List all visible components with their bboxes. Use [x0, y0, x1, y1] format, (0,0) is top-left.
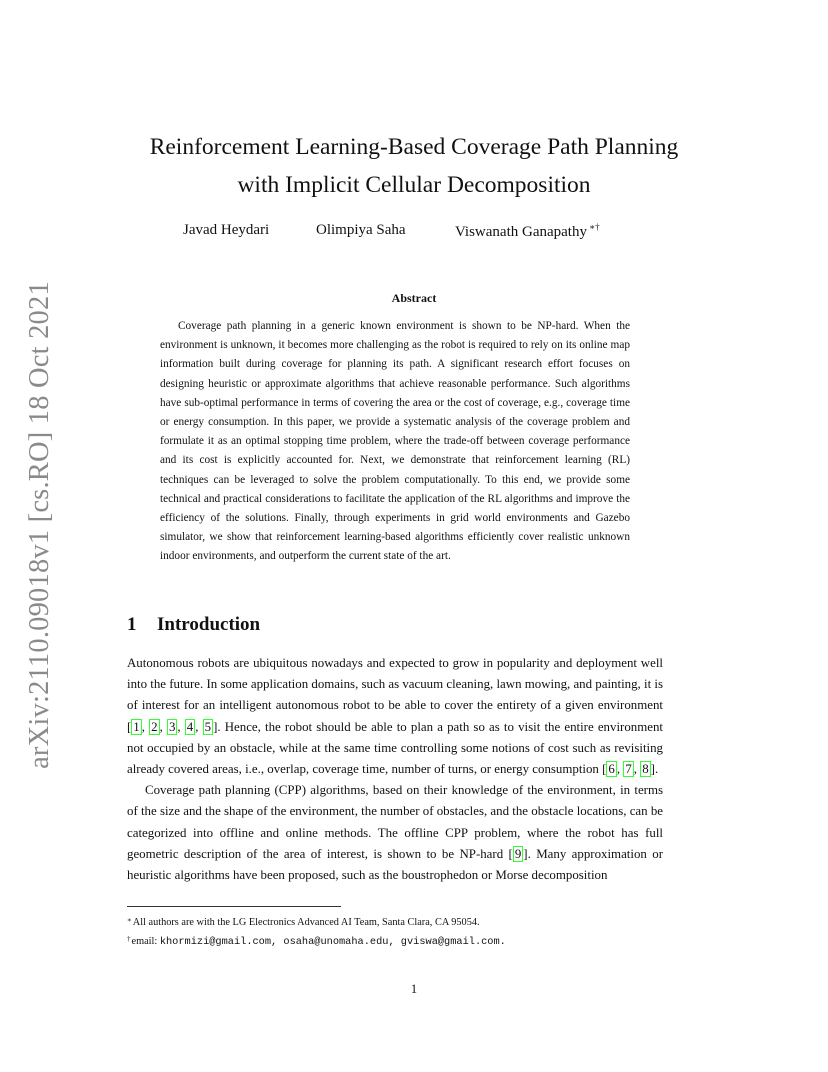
- citation-link[interactable]: 4: [186, 719, 194, 734]
- author-affiliation-marks: ∗†: [588, 222, 600, 232]
- citation-link[interactable]: 7: [625, 762, 632, 777]
- email-addresses[interactable]: khormizi@gmail.com, osaha@unomaha.edu, gviswa@gmail.com.: [159, 936, 506, 948]
- abstract-paragraph: Coverage path planning in a generic known environment is shown to be NP-hard. When the environment is unknown, it becomes more challenging as the robot is required to rely on its online map information built during coverage for planning its path. A significant research effort focuses on designing heuristic or approximate algorithms that achieve reasonable performance. Such algorithms have sub-optimal performance in terms of covering the area or the cost of coverage, e.g., coverage time or energy consumption. In this paper, we provide a systematic analysis of the coverage problem and formulate it as an optimal stopping time problem, where the trade-off between coverage performance and its cost is explicitly accounted for. Next, we demonstrate that reinforcement learning (RL) techniques can be leveraged to solve the problem computationally. To this end, we provide some technical and practical considerations to facilitate the application of the RL algorithms and improve the efficiency of the solutions. Finally, through experiments in grid world environments and Gazebo simulator, we show that reinforcement learning-based algorithms efficiently cover realistic unknown indoor environments, and outperform the current state of the art.: [160, 320, 630, 563]
- paragraph-text: Autonomous robots are ubiquitous nowadays and expected to grow in popularity and deployment well into the future. In some application domains, such as vacuum cleaning, lawn mowing, and painting, it is of interest for an intelligent autonomous robot to be able to cover the entirety of a given environment [: [127, 656, 663, 734]
- citation-link[interactable]: 2: [151, 719, 158, 734]
- arxiv-identifier-stamp: [18, 281, 62, 769]
- arxiv-identifier-text: arXiv:2110.09018v1 [cs.RO] 18 Oct 2021: [24, 281, 55, 769]
- citation-link[interactable]: 1: [133, 719, 140, 734]
- author-name: Viswanath Ganapathy: [455, 224, 587, 240]
- intro-paragraph-2: [127, 780, 663, 886]
- section-title: Introduction: [157, 614, 261, 635]
- footnote-mark: ∗: [127, 916, 132, 924]
- section-heading-introduction: [127, 614, 260, 636]
- title-line-1: Reinforcement Learning-Based Coverage Path Planning: [149, 134, 679, 160]
- introduction-body: [127, 653, 663, 886]
- abstract-text: [160, 317, 630, 567]
- footnote-mark: †: [127, 935, 131, 943]
- footnote-text: All authors are with the LG Electronics Advanced AI Team, Santa Clara, CA 95054.: [132, 917, 480, 928]
- footnote-divider: [127, 906, 341, 907]
- intro-paragraph-1: Autonomous robots are ubiquitous nowadays and expected to grow in popularity and deployment well into the future. In some application domains, such as vacuum cleaning, lawn mowing, and painting, it is of interest for an intelligent autonomous robot to be able to cover the entirety of a given environment [ 1 , 2 , 3 , 4 , 5 ]. Hence, the robot should be able to plan a path so as to visit the entire environment not occupied by an obstacle, while at the same time controlling some notions of cost such as revisiting already covered areas, i.e., overlap, coverage time, number of turns, or energy consumption [ 6 , 7 , 8 ].: [127, 656, 663, 777]
- citation-link[interactable]: 6: [608, 762, 615, 777]
- footnote-label: email:: [131, 936, 160, 947]
- paragraph-text: ]. Hence, the robot should be able to plan a path so as to visit the entire environment not occupied by an obstacle, while at the same time controlling some notions of cost such as revisiting already covered areas, i.e., overlap, coverage time, number of turns, or energy consumption [: [127, 719, 663, 777]
- author-1: [183, 222, 269, 239]
- footnote-affiliation: [127, 912, 667, 931]
- citation-link[interactable]: 3: [168, 719, 176, 734]
- citation-link[interactable]: 9: [514, 846, 522, 861]
- footnotes: [127, 912, 667, 950]
- author-name: Javad Heydari: [183, 222, 270, 238]
- paper-title: [90, 128, 738, 204]
- abstract-heading: Abstract: [391, 291, 437, 305]
- author-3: [455, 222, 600, 241]
- paragraph-text: Coverage path planning (CPP) algorithms, based on their knowledge of the environment, in terms of the size and the shape of the environment, the number of obstacles, and the obstacle locations, can be categorized into offline and online methods. The offline CPP problem, where the robot has full geometric description of the area of interest, is shown to be NP-hard [: [127, 783, 663, 861]
- paragraph-text: ].: [650, 762, 659, 777]
- footnote-email: [127, 931, 667, 950]
- title-line-2: with Implicit Cellular Decomposition: [237, 172, 591, 198]
- paragraph-text: ]. Many approximation or heuristic algorithms have been proposed, such as the boustrophedon or Morse decomposition: [127, 846, 663, 883]
- citation-link[interactable]: 8: [642, 762, 649, 777]
- author-list: [0, 222, 828, 244]
- author-2: [316, 222, 406, 239]
- author-name: Olimpiya Saha: [316, 222, 406, 238]
- section-number: 1: [127, 614, 137, 635]
- page-number: 1: [410, 982, 418, 996]
- citation-link[interactable]: 5: [204, 719, 212, 734]
